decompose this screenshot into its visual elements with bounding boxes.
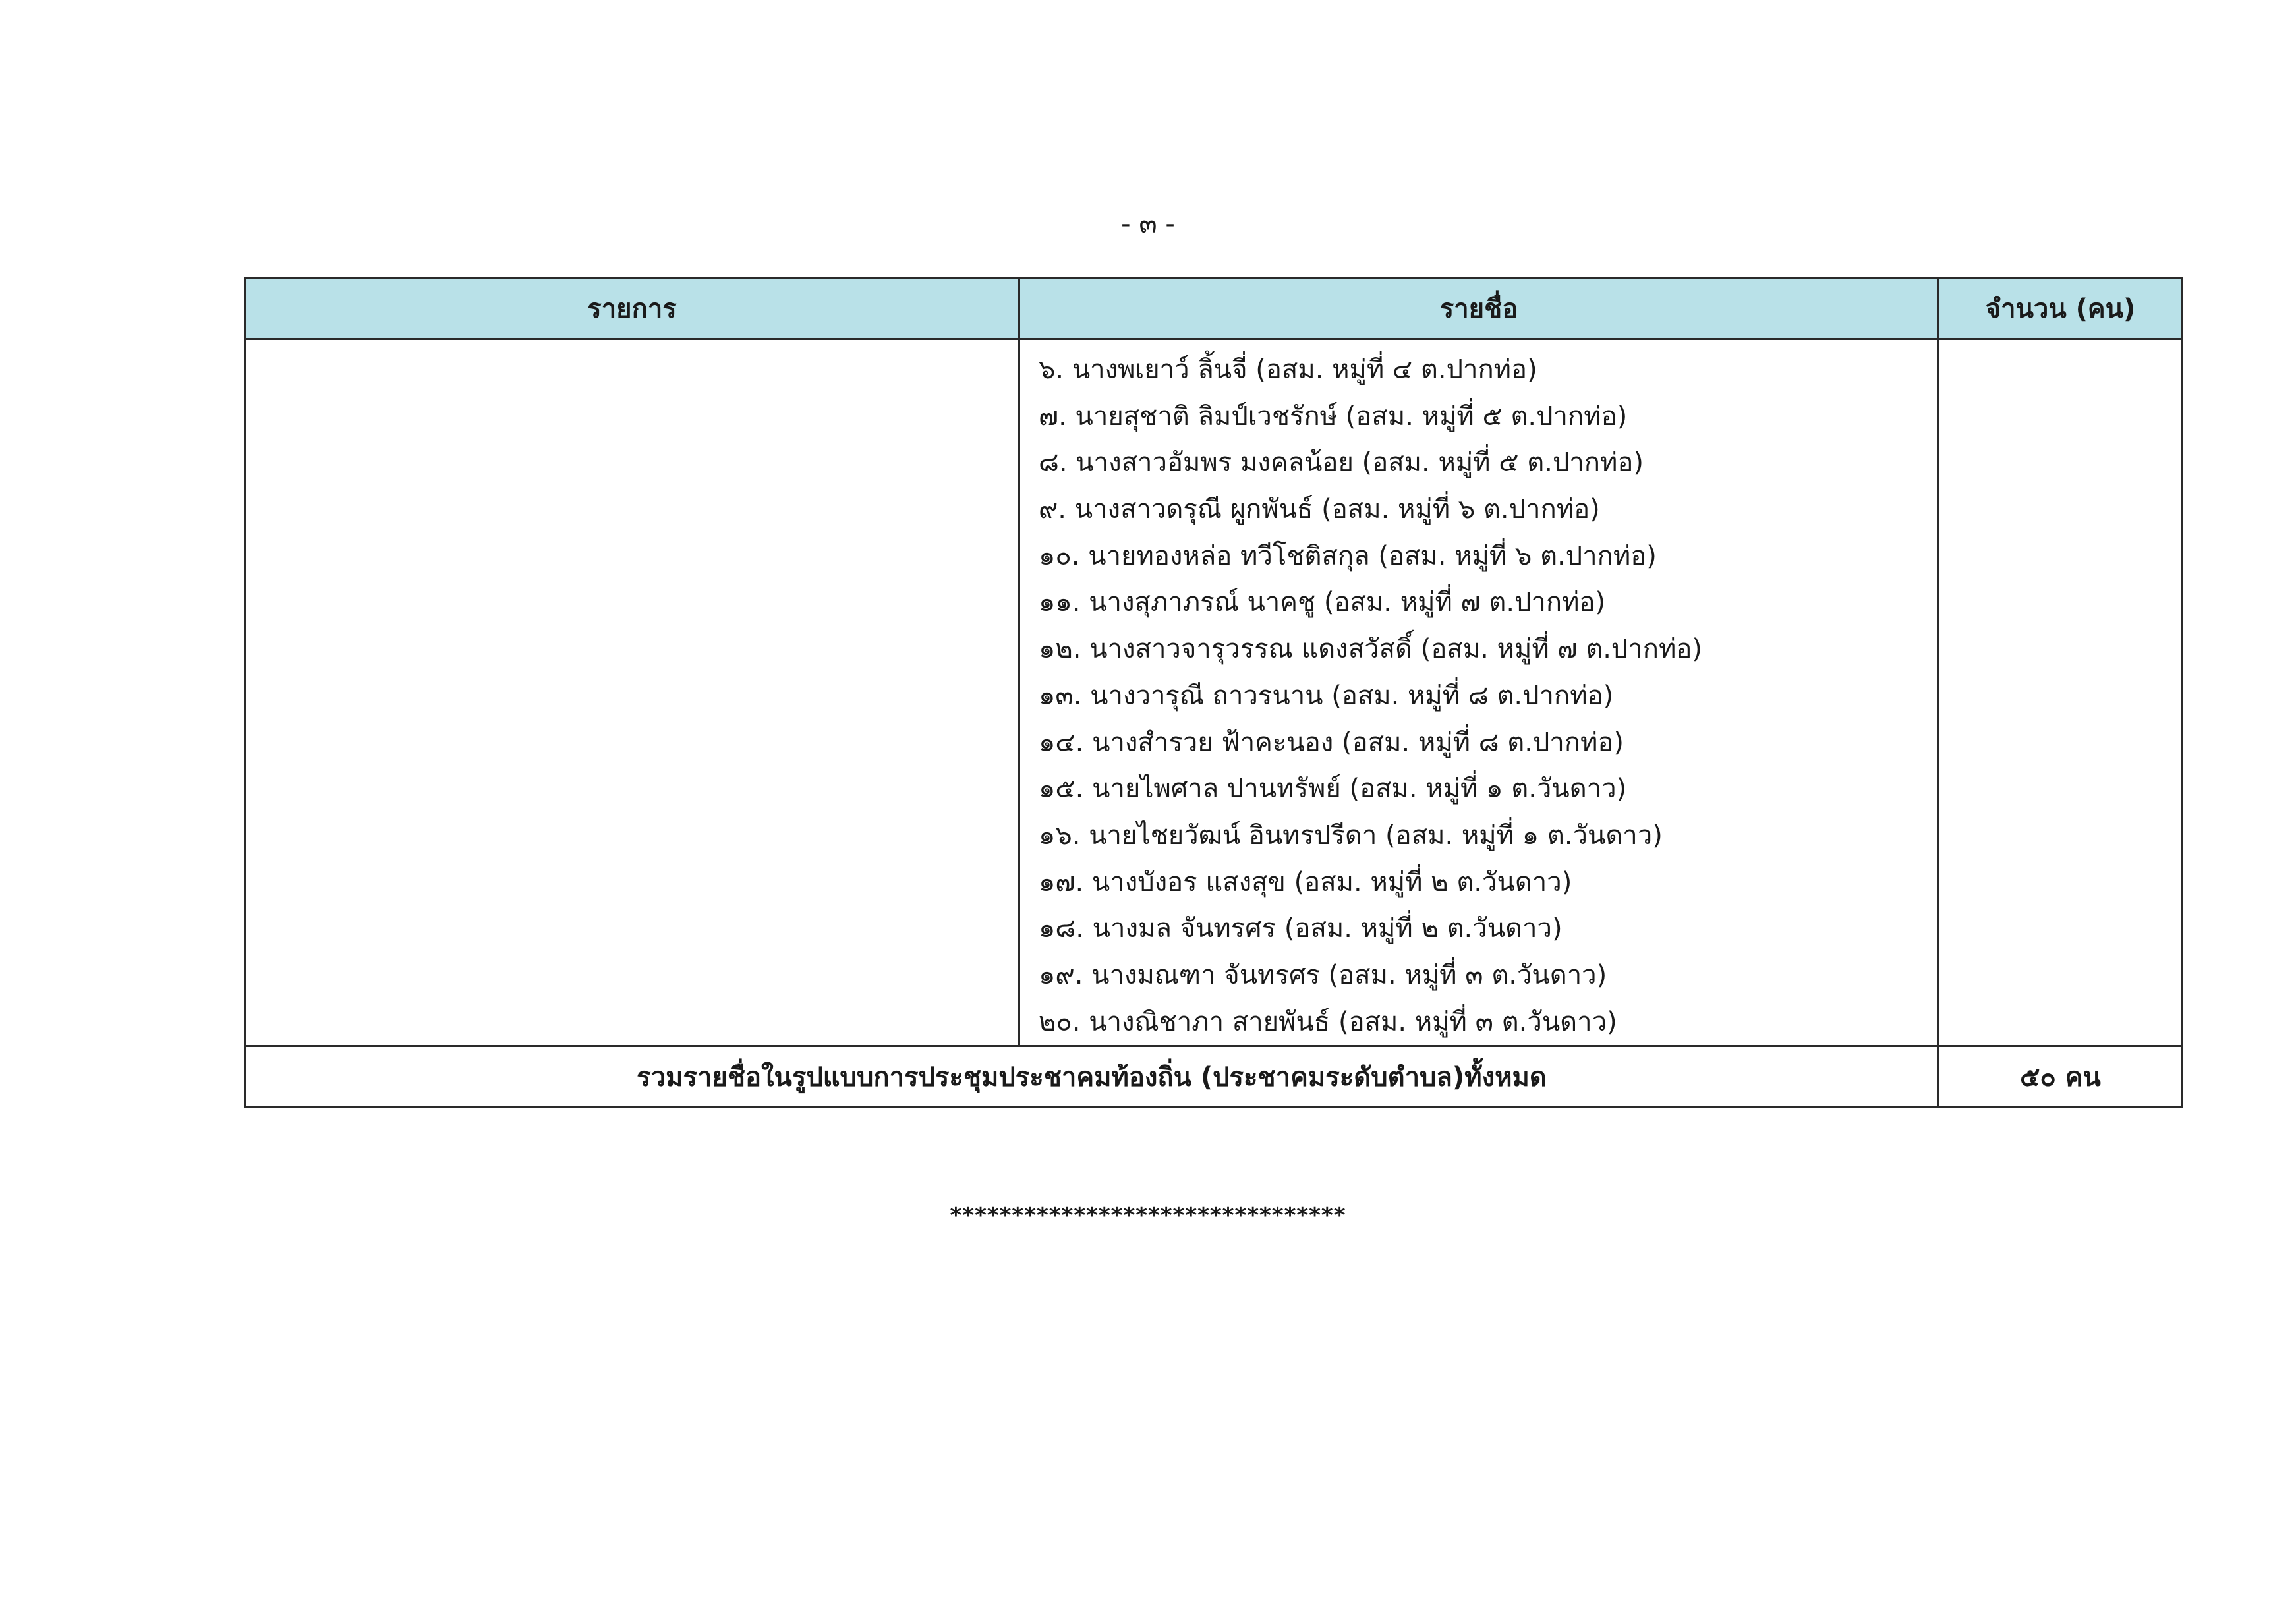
list-item: ๘. นางสาวอัมพร มงคลน้อย (อสม. หมู่ที่ ๕ ต.ปากท่อ) xyxy=(1039,447,1644,478)
header-names: รายชื่อ xyxy=(1019,278,1939,339)
end-separator: ******************************** xyxy=(950,1203,1346,1229)
names-cell xyxy=(1019,339,1939,1046)
total-label: รวมรายชื่อในรูปแบบการประชุมประชาคมท้องถิ่น (ประชาคมระดับตำบล)ทั้งหมด xyxy=(245,1046,1939,1108)
list-item: ๗. นายสุชาติ ลิมป์เวชรักษ์ (อสม. หมู่ที่ ๕ ต.ปากท่อ) xyxy=(1039,401,1628,432)
total-row xyxy=(245,1046,2183,1108)
list-item: ๑๖. นายไชยวัฒน์ อินทรปรีดา (อสม. หมู่ที่ ๑ ต.วันดาว) xyxy=(1039,820,1663,851)
list-item: ๑๓. นางวารุณี ถาวรนาน (อสม. หมู่ที่ ๘ ต.ปากท่อ) xyxy=(1039,680,1614,711)
table-row xyxy=(245,339,2183,1046)
list-item: ๑๘. นางมล จันทรศร (อสม. หมู่ที่ ๒ ต.วันดาว) xyxy=(1039,913,1563,944)
list-item: ๑๒. นางสาวจารุวรรณ แดงสวัสดิ์ (อสม. หมู่ที่ ๗ ต.ปากท่อ) xyxy=(1039,634,1702,665)
list-item: ๖. นางพเยาว์ ลิ้นจี่ (อสม. หมู่ที่ ๔ ต.ปากท่อ) xyxy=(1039,355,1537,385)
list-item: ๒๐. นางณิชาภา สายพันธ์ (อสม. หมู่ที่ ๓ ต.วันดาว) xyxy=(1039,1006,1617,1037)
participants-table xyxy=(244,277,2183,1108)
list-item: ๑๑. นางสุภาภรณ์ นาคชู (อสม. หมู่ที่ ๗ ต.ปากท่อ) xyxy=(1039,587,1606,618)
header-count: จำนวน (คน) xyxy=(1939,278,2183,339)
count-cell xyxy=(1939,339,2183,1046)
list-item: ๑๙. นางมณฑา จันทรศร (อสม. หมู่ที่ ๓ ต.วันดาว) xyxy=(1039,959,1607,990)
list-item: ๑๔. นางสำรวย ฟ้าคะนอง (อสม. หมู่ที่ ๘ ต.ปากท่อ) xyxy=(1039,727,1624,758)
item-cell xyxy=(245,339,1019,1046)
total-value: ๕๐ คน xyxy=(1939,1046,2183,1108)
table-header-row xyxy=(245,278,2183,339)
page-number: - ๓ - xyxy=(1121,209,1175,239)
list-item: ๑๗. นางบังอร แสงสุข (อสม. หมู่ที่ ๒ ต.วันดาว) xyxy=(1039,866,1572,897)
list-item: ๙. นางสาวดรุณี ผูกพันธ์ (อสม. หมู่ที่ ๖ ต.ปากท่อ) xyxy=(1039,494,1600,525)
list-item: ๑๕. นายไพศาล ปานทรัพย์ (อสม. หมู่ที่ ๑ ต.วันดาว) xyxy=(1039,774,1627,805)
list-item: ๑๐. นายทองหล่อ ทวีโชติสกุล (อสม. หมู่ที่ ๖ ต.ปากท่อ) xyxy=(1039,540,1657,571)
header-item: รายการ xyxy=(245,278,1019,339)
